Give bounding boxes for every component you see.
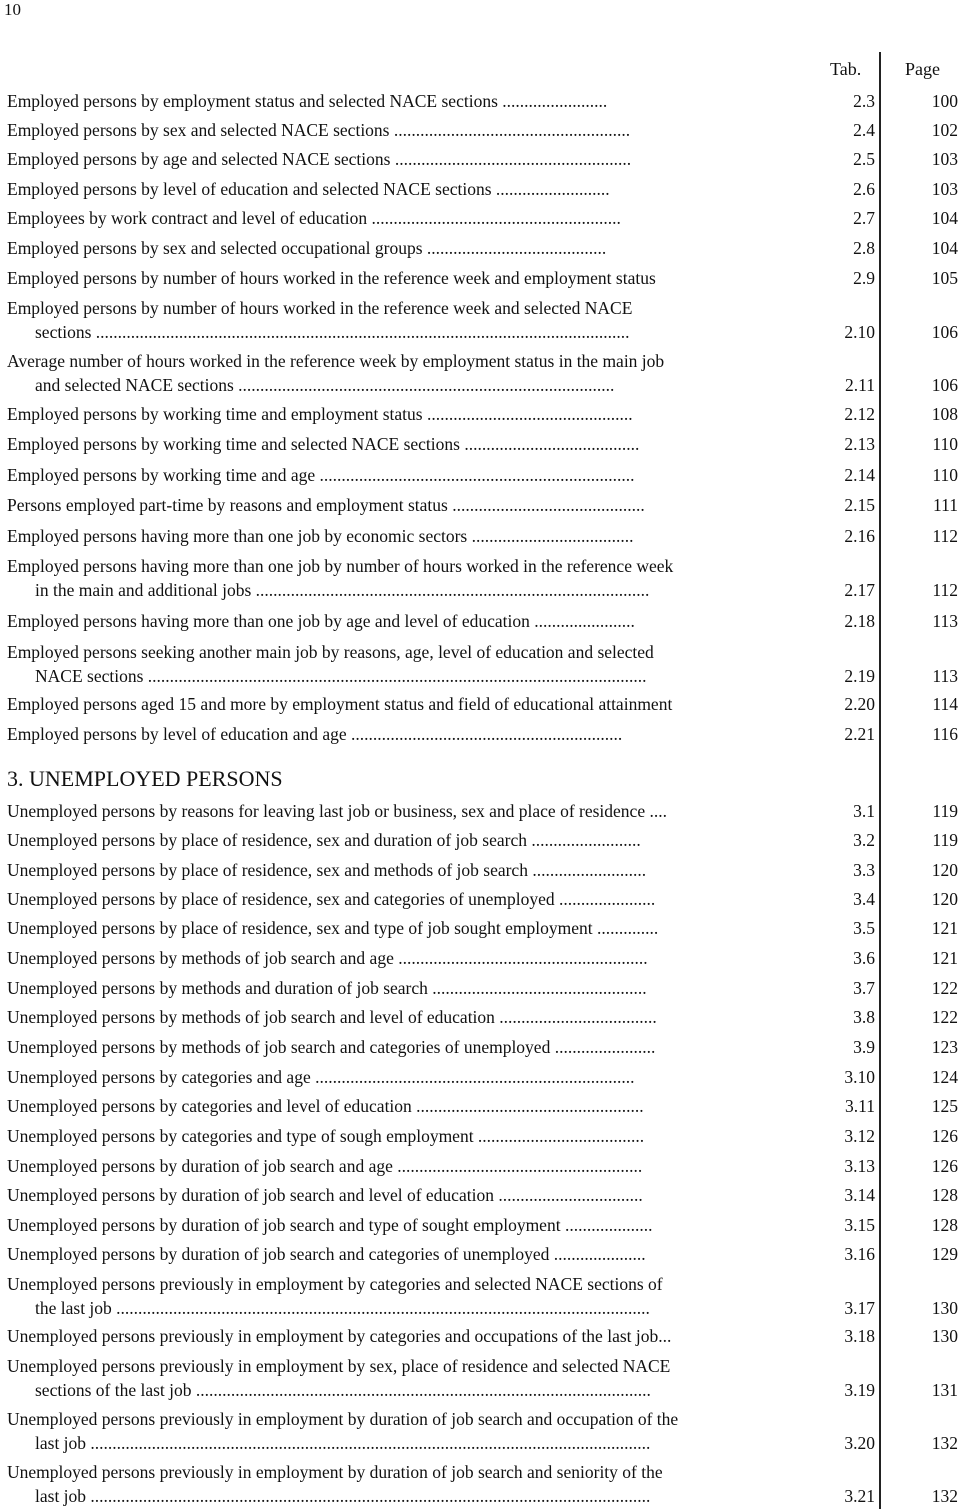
entry-table-number: 2.21 (844, 724, 875, 744)
entry-title-continuation: and selected NACE sections ...................................................................................... (35, 374, 615, 395)
entry-title-line: Unemployed persons by duration of job search and type of sought employment .................... (7, 1215, 653, 1235)
entry-page-number: 111 (933, 495, 958, 515)
entry-table-number: 3.8 (853, 1007, 875, 1027)
entry-title-line: Unemployed persons previously in employment by categories and selected NACE sections of (7, 1274, 663, 1294)
entry-table-number: 3.16 (844, 1244, 875, 1264)
tab-column-header: Tab. (830, 59, 862, 79)
entry-table-number: 2.9 (853, 268, 875, 288)
entry-title-line: Average number of hours worked in the reference week by employment status in the main job (7, 351, 665, 371)
entry-page-number: 121 (931, 948, 958, 968)
entry-title (7, 494, 794, 518)
entry-title-line: Employed persons by working time and selected NACE sections ........................................ (7, 434, 640, 454)
entry-table-number: 2.11 (845, 374, 875, 395)
entry-title (7, 1125, 794, 1149)
entry-page-number: 103 (931, 149, 958, 169)
entry-title-line: Unemployed persons by methods and duration of job search ................................................. (7, 978, 647, 998)
entry-title-line: Employed persons by level of education and selected NACE sections .......................... (7, 179, 610, 199)
entry-title (7, 237, 794, 261)
entry-title-line: Unemployed persons by place of residence, sex and type of job sought employment .............. (7, 918, 659, 938)
entry-title-line: Employed persons having more than one job by age and level of education ....................... (7, 611, 635, 631)
entry-title-line: Unemployed persons by methods of job search and age ......................................................... (7, 948, 648, 968)
entry-title (7, 267, 794, 291)
entry-title-line: Persons employed part-time by reasons and employment status ............................................ (7, 495, 645, 515)
entry-page-number: 104 (931, 208, 958, 228)
entry-title-line: Employed persons by age and selected NACE sections ...................................................... (7, 149, 632, 169)
entry-table-number: 3.21 (844, 1485, 875, 1506)
entry-table-number: 2.14 (844, 465, 875, 485)
entry-title (7, 1408, 794, 1455)
entry-title-line: Employed persons aged 15 and more by employment status and field of educational attainment (7, 694, 673, 714)
entry-table-number: 3.6 (853, 948, 875, 968)
entry-table-number: 3.1 (853, 801, 875, 821)
entry-table-number: 3.11 (845, 1096, 875, 1116)
entry-title-continuation: sections .......................................................................................................................... (35, 321, 630, 342)
entry-page-number: 119 (932, 801, 958, 821)
entry-table-number: 3.5 (853, 918, 875, 938)
entry-title (7, 1036, 794, 1060)
entry-title-line: Unemployed persons by duration of job search and categories of unemployed ..................... (7, 1244, 646, 1264)
entry-title (7, 1461, 794, 1508)
entry-title (7, 800, 794, 824)
entry-title (7, 119, 794, 143)
entry-title (7, 888, 794, 912)
page-column-header: Page (905, 59, 940, 79)
entry-title-line: Unemployed persons previously in employment by duration of job search and occupation of the (7, 1409, 679, 1429)
entry-page-number: 126 (931, 1126, 958, 1146)
entry-page-number: 128 (931, 1215, 958, 1235)
entry-page-number: 106 (931, 374, 958, 395)
entry-title (7, 917, 794, 941)
entry-title-line: Unemployed persons by place of residence, sex and categories of unemployed ...................... (7, 889, 656, 909)
entry-table-number: 3.10 (844, 1067, 875, 1087)
entry-table-number: 2.20 (844, 694, 875, 714)
entry-title (7, 207, 794, 231)
entry-page-number: 126 (931, 1156, 958, 1176)
entry-page-number: 112 (932, 579, 958, 600)
entry-title-line: Unemployed persons by categories and type of sough employment ...................................... (7, 1126, 645, 1146)
entry-title-line: Unemployed persons by place of residence, sex and duration of job search ......................... (7, 830, 641, 850)
entry-table-number: 2.18 (844, 611, 875, 631)
entry-title-continuation: the last job .......................................................................................................................... (35, 1297, 650, 1318)
entry-title-line: Employed persons having more than one job by economic sectors ..................................... (7, 526, 634, 546)
entry-page-number: 110 (932, 465, 958, 485)
entry-page-number: 108 (931, 404, 958, 424)
entry-title (7, 403, 794, 427)
entry-title (7, 1066, 794, 1090)
entry-title (7, 1214, 794, 1238)
entry-page-number: 125 (931, 1096, 958, 1116)
entry-page-number: 122 (931, 978, 958, 998)
entry-table-number: 3.9 (853, 1037, 875, 1057)
entry-page-number: 106 (931, 321, 958, 342)
page-number: 10 (4, 0, 21, 19)
entry-page-number: 116 (932, 724, 958, 744)
entry-title-line: Employed persons by number of hours worked in the reference week and employment status (7, 268, 656, 288)
entry-table-number: 2.12 (844, 404, 875, 424)
entry-title-line: Employed persons by sex and selected occupational groups ......................................... (7, 238, 607, 258)
entry-page-number: 130 (931, 1326, 958, 1346)
entry-table-number: 2.17 (844, 579, 875, 600)
entry-title (7, 464, 794, 488)
column-divider (879, 52, 881, 1509)
entry-table-number: 2.15 (844, 495, 875, 515)
entry-title (7, 297, 794, 344)
entry-page-number: 113 (932, 611, 958, 631)
entry-title (7, 90, 794, 114)
entry-title (7, 610, 794, 634)
entry-page-number: 132 (931, 1485, 958, 1506)
entry-table-number: 3.4 (853, 889, 875, 909)
entry-table-number: 3.19 (844, 1379, 875, 1400)
entry-title-line: Unemployed persons previously in employment by duration of job search and seniority of the (7, 1462, 663, 1482)
entry-title (7, 1155, 794, 1179)
entry-page-number: 119 (932, 830, 958, 850)
entry-page-number: 110 (932, 434, 958, 454)
entry-table-number: 3.3 (853, 860, 875, 880)
entry-title-continuation: in the main and additional jobs .......................................................................................... (35, 579, 650, 600)
entry-title (7, 947, 794, 971)
entry-table-number: 2.6 (853, 179, 875, 199)
entry-title-line: Unemployed persons previously in employment by categories and occupations of the last job... (7, 1326, 672, 1346)
entry-title-line: Unemployed persons by categories and level of education .................................................... (7, 1096, 644, 1116)
entry-title (7, 641, 794, 688)
entry-title-line: Employees by work contract and level of education ......................................................... (7, 208, 621, 228)
entry-title-line: Unemployed persons by methods of job search and categories of unemployed ....................... (7, 1037, 656, 1057)
entry-page-number: 131 (931, 1379, 958, 1400)
entry-table-number: 2.19 (844, 665, 875, 686)
entry-table-number: 2.13 (844, 434, 875, 454)
entry-title (7, 1095, 794, 1119)
entry-page-number: 123 (931, 1037, 958, 1057)
entry-title (7, 555, 794, 602)
entry-title-continuation: last job ................................................................................................................................ (35, 1485, 651, 1506)
entry-page-number: 124 (931, 1067, 958, 1087)
entry-table-number: 2.5 (853, 149, 875, 169)
entry-table-number: 3.7 (853, 978, 875, 998)
entry-title-continuation: NACE sections .................................................................................................................. (35, 665, 647, 686)
entry-page-number: 114 (932, 694, 958, 714)
entry-title-line: Employed persons by number of hours worked in the reference week and selected NACE (7, 298, 633, 318)
entry-title (7, 829, 794, 853)
section-3-title: 3. UNEMPLOYED PERSONS (7, 766, 283, 791)
entry-title (7, 525, 794, 549)
entry-title-line: Employed persons seeking another main job by reasons, age, level of education and selected (7, 642, 654, 662)
entry-table-number: 3.15 (844, 1215, 875, 1235)
entry-table-number: 3.20 (844, 1432, 875, 1453)
entry-table-number: 3.2 (853, 830, 875, 850)
entry-title (7, 1273, 794, 1320)
entry-title-line: Employed persons by sex and selected NACE sections ...................................................... (7, 120, 631, 140)
entry-title-line: Unemployed persons by categories and age ......................................................................... (7, 1067, 635, 1087)
entry-title (7, 350, 794, 397)
entry-page-number: 128 (931, 1185, 958, 1205)
entry-title (7, 1184, 794, 1208)
entry-page-number: 104 (931, 238, 958, 258)
entry-table-number: 3.18 (844, 1326, 875, 1346)
entry-table-number: 3.14 (844, 1185, 875, 1205)
entry-title-line: Employed persons by working time and age ........................................................................ (7, 465, 635, 485)
entry-table-number: 3.17 (844, 1297, 875, 1318)
entry-table-number: 3.13 (844, 1156, 875, 1176)
entry-title-line: Unemployed persons previously in employment by sex, place of residence and selected NACE (7, 1356, 671, 1376)
entry-title-line: Unemployed persons by reasons for leaving last job or business, sex and place of residence .... (7, 801, 667, 821)
entry-page-number: 129 (931, 1244, 958, 1264)
entry-title (7, 433, 794, 457)
entry-title (7, 1355, 794, 1402)
entry-page-number: 102 (931, 120, 958, 140)
entry-table-number: 2.7 (853, 208, 875, 228)
entry-title-line: Unemployed persons by place of residence, sex and methods of job search .......................... (7, 860, 647, 880)
entry-title (7, 1006, 794, 1030)
entry-table-number: 2.3 (853, 91, 875, 111)
entry-page-number: 112 (932, 526, 958, 546)
entry-table-number: 2.16 (844, 526, 875, 546)
entry-page-number: 120 (931, 889, 958, 909)
entry-page-number: 113 (932, 665, 958, 686)
entry-title-line: Unemployed persons by methods of job search and level of education .................................... (7, 1007, 657, 1027)
entry-page-number: 120 (931, 860, 958, 880)
entry-title-line: Employed persons by working time and employment status ............................................... (7, 404, 633, 424)
entry-table-number: 2.4 (853, 120, 875, 140)
entry-title-continuation: last job ................................................................................................................................ (35, 1432, 651, 1453)
entry-title (7, 723, 794, 747)
entry-title-line: Employed persons by employment status and selected NACE sections ........................ (7, 91, 608, 111)
entry-page-number: 132 (931, 1432, 958, 1453)
entry-table-number: 2.10 (844, 321, 875, 342)
entry-page-number: 122 (931, 1007, 958, 1027)
entry-page-number: 103 (931, 179, 958, 199)
entry-title (7, 178, 794, 202)
entry-table-number: 2.8 (853, 238, 875, 258)
entry-title-line: Employed persons by level of education and age .............................................................. (7, 724, 623, 744)
entry-page-number: 121 (931, 918, 958, 938)
entry-page-number: 100 (931, 91, 958, 111)
entry-title (7, 148, 794, 172)
entry-page-number: 130 (931, 1297, 958, 1318)
entry-title-line: Unemployed persons by duration of job search and age ........................................................ (7, 1156, 643, 1176)
entry-title-line: Employed persons having more than one job by number of hours worked in the reference week (7, 556, 674, 576)
entry-page-number: 105 (931, 268, 958, 288)
entry-title (7, 859, 794, 883)
entry-title-line: Unemployed persons by duration of job search and level of education ................................. (7, 1185, 643, 1205)
entry-title (7, 1325, 794, 1349)
entry-table-number: 3.12 (844, 1126, 875, 1146)
entry-title (7, 1243, 794, 1267)
entry-title (7, 977, 794, 1001)
entry-title (7, 693, 794, 717)
entry-title-continuation: sections of the last job ........................................................................................................ (35, 1379, 651, 1400)
